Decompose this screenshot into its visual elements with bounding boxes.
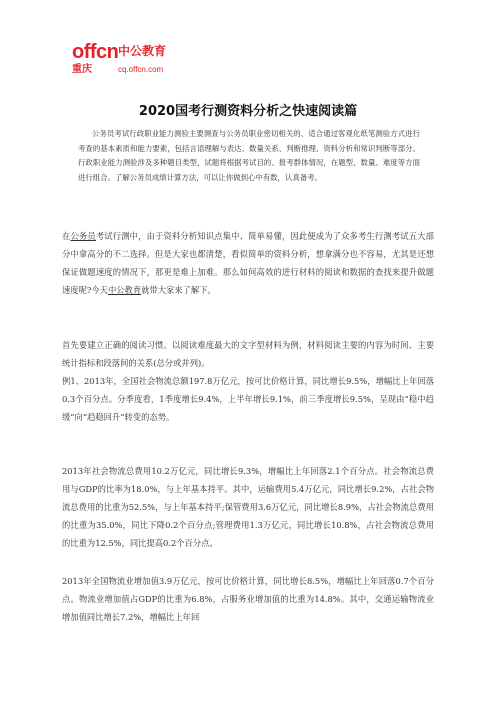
paragraph-1-pre: 在 xyxy=(62,231,71,241)
logo-name: 中公教育 xyxy=(118,44,167,58)
link-civil-servant[interactable]: 公务员 xyxy=(70,231,96,241)
offcn-logo xyxy=(72,42,192,78)
paragraph-1-mid: 考试行测中，由于资料分析知识点集中、简单易懂，因此便成为了众多考生行测考试五大部分中拿高分的不二选择。但是大家也都清楚，看似简单的资料分析，想拿满分也不容易，尤其是还想保证做题速度的情况下，那更是难上加难。那么如何高效的进行材料的阅读和数据的查找来提升做题速度呢?今天 xyxy=(62,231,434,295)
logo-url: cq.offcn.com xyxy=(118,65,164,74)
paragraph-5: 2013年全国物流业增加值3.9万亿元，按可比价格计算，同比增长8.5%，增幅比上年回落0.7个百分点。物流业增加值占GDP的比重为6.8%，占服务业增加值的比重为14.8%。其中，交通运输物流业增加值同比增长7.2%，增幅比上年回 xyxy=(62,576,434,622)
paragraph-2: 首先要建立正确的阅读习惯。以阅读难度最大的文字型材料为例，材料阅读主要的内容为时间、主要统计指标和段落间的关系(总分或并列)。 xyxy=(62,340,434,368)
logo-brand: offcn xyxy=(72,41,119,63)
link-offcn-education[interactable]: 中公教育 xyxy=(107,285,142,295)
page-title: 2020国考行测资料分析之快速阅读篇 xyxy=(138,104,358,119)
paragraph-3: 例1、2013年，全国社会物流总额197.8万亿元，按可比价格计算，同比增长9.5%，增幅比上年回落0.3个百分点。分季度看，1季度增长9.4%，上半年增长9.1%，前三季度增长9.5%，呈现由“稳中趋缓”向“趋稳回升”转变的态势。 xyxy=(62,376,434,422)
logo-city: 重庆 xyxy=(72,64,92,75)
paragraph-1-post: 就带大家来了解下。 xyxy=(141,285,216,295)
paragraph-4: 2013年社会物流总费用10.2万亿元，同比增长9.3%，增幅比上年回落2.1个百分点。社会物流总费用与GDP的比率为18.0%，与上年基本持平。其中，运输费用5.4万亿元，同比增长9.2%，占社会物流总费用的比重为52.5%，与上年基本持平;保管费用3.6万亿元，同比增长8.9%，占社会物流总费用的比重为35.0%，同比下降0.2个百分点;管理费用1.3万亿元，同比增长10.8%，占社会物流总费用的比重为12.5%，同比提高0.2个百分点。 xyxy=(62,466,434,548)
intro-paragraph: 公务员考试行政职业能力测验主要测查与公务员职业密切相关的、适合通过客观化纸笔测验方式进行考查的基本素质和能力要素，包括言语理解与表达、数量关系、判断推理、资料分析和常识判断等部分。行政职业能力测验涉及多种题目类型，试题将根据考试目的、报考群体情况，在题型、数量、难度等方面进行组合。了解公务员成绩计算方法，可以让你做到心中有数，认真备考。 xyxy=(78,129,420,182)
paragraph-1 xyxy=(62,227,434,299)
